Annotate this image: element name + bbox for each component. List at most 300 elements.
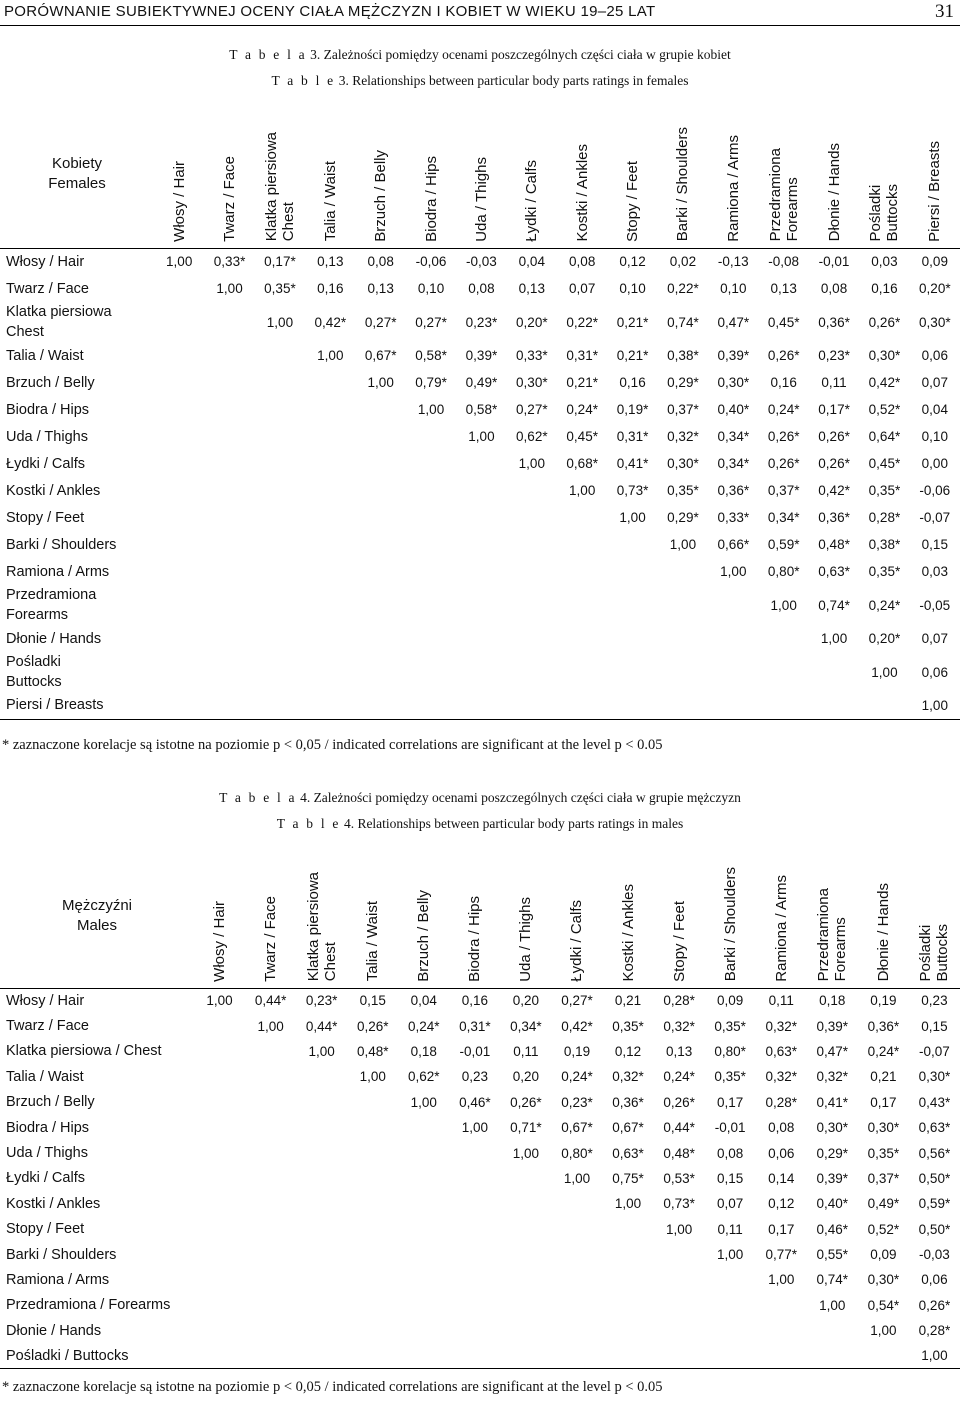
table-cell: 0,07	[921, 631, 948, 646]
table-cell: 0,64*	[868, 429, 901, 444]
table-cell	[154, 396, 204, 423]
table-cell: 1,00	[317, 348, 344, 363]
table-cell: 0,34*	[767, 510, 800, 525]
column-header	[607, 100, 657, 248]
table-cell: 0,20	[512, 993, 540, 1009]
table-cell: 0,15	[717, 1170, 744, 1186]
table-cell: 0,73*	[616, 483, 649, 498]
table-cell	[296, 1191, 347, 1216]
table-cell	[449, 1242, 500, 1267]
table-cell	[398, 1343, 449, 1368]
table-row	[0, 1343, 960, 1368]
table-cell: 0,16	[871, 281, 898, 296]
table-cell	[456, 477, 506, 504]
column-header	[807, 844, 858, 988]
table-cell	[356, 423, 406, 450]
table-cell: 0,35*	[264, 281, 296, 296]
table-cell: 1,00	[563, 1170, 591, 1186]
table-cell: 0,30*	[919, 314, 951, 330]
table-cell	[245, 1343, 296, 1368]
table-row	[0, 342, 960, 369]
table-cell: 0,62*	[408, 1069, 440, 1085]
table-cell: -0,13	[717, 254, 749, 270]
column-header	[500, 844, 551, 988]
table-cell	[204, 652, 254, 692]
table-cell: 0,20*	[516, 314, 548, 330]
females-correlation-table	[0, 100, 960, 720]
table-cell: 0,38*	[667, 348, 699, 363]
table-cell: 1,00	[166, 254, 193, 270]
table-cell	[507, 652, 557, 692]
table-cell: 0,13	[367, 281, 394, 296]
table-cell	[603, 1318, 654, 1343]
table-cell	[255, 692, 305, 719]
table-cell	[406, 585, 456, 625]
table-cell: 1,00	[216, 281, 243, 296]
table-cell: 0,10	[619, 281, 646, 296]
table-cell	[398, 1242, 449, 1267]
table-cell: 1,00	[569, 483, 596, 498]
table3-caption-en-text: 3. Relationships between particular body parts ratings in females	[338, 73, 689, 88]
table-cell: 0,26*	[868, 314, 901, 330]
table-cell	[347, 1318, 398, 1343]
table-cell	[347, 1166, 398, 1191]
column-header	[255, 100, 305, 248]
table-cell	[654, 1343, 705, 1368]
table-row	[0, 652, 960, 692]
table-cell: 0,30*	[918, 1069, 951, 1085]
table-cell: 0,36*	[818, 314, 850, 330]
table-cell	[194, 1064, 245, 1089]
table-cell: 1,00	[871, 664, 898, 680]
table-cell: 0,40*	[717, 402, 750, 417]
table-cell	[194, 1191, 245, 1216]
row-label: Stopy / Feet	[6, 1221, 85, 1238]
column-header	[603, 844, 654, 988]
page-header	[0, 0, 960, 26]
table-cell: 0,06	[768, 1145, 795, 1161]
table-cell	[658, 558, 708, 585]
column-header-label: Barki / Shoulders	[674, 127, 692, 242]
table-cell	[654, 1242, 705, 1267]
table-cell: -0,07	[919, 1043, 950, 1059]
table-row	[0, 1166, 960, 1191]
column-header	[708, 100, 758, 248]
table-cell	[500, 1293, 551, 1318]
table-cell: 0,24*	[867, 1043, 900, 1059]
table-cell: 0,58*	[415, 348, 447, 363]
table-cell	[204, 302, 254, 342]
table-cell	[245, 1293, 296, 1318]
table-cell	[194, 1166, 245, 1191]
table-cell	[449, 1293, 500, 1318]
row-label: Barki / Shoulders	[6, 1246, 117, 1263]
table-cell: 0,32*	[612, 1069, 644, 1085]
row-label: Pośladki Buttocks	[6, 654, 62, 690]
table-cell: 0,17	[768, 1221, 795, 1237]
table-cell	[607, 558, 657, 585]
table-cell: 0,35*	[867, 1145, 900, 1161]
table3-caption-pl	[0, 46, 960, 64]
table-cell: 0,08	[820, 281, 848, 296]
table-row	[0, 625, 960, 652]
table-cell	[708, 585, 758, 625]
table-row	[0, 531, 960, 558]
table-cell: 0,07	[921, 375, 948, 390]
table-cell: 0,42*	[818, 483, 850, 498]
table4-caption-en-label: T a b l e	[276, 816, 341, 831]
table-cell: 0,19*	[616, 402, 649, 417]
table-cell	[807, 1318, 858, 1343]
table-cell: 0,32*	[663, 1018, 695, 1034]
table-cell	[654, 1293, 705, 1318]
table-cell	[607, 692, 657, 719]
table-cell	[603, 1343, 654, 1368]
column-header-label: Przedramiona Forearms	[815, 888, 850, 982]
table-cell: 0,17*	[818, 402, 850, 417]
table-cell	[456, 585, 506, 625]
table-cell: 1,00	[820, 631, 848, 646]
table-cell: 0,48*	[663, 1145, 695, 1161]
table-cell	[255, 450, 305, 477]
table-cell: 1,00	[910, 692, 960, 719]
column-header	[305, 100, 355, 248]
row-label: Włosy / Hair	[6, 253, 85, 270]
row-label: Twarz / Face	[6, 280, 89, 297]
table-cell	[807, 1343, 858, 1368]
table-cell	[406, 692, 456, 719]
column-header-label: Uda / Thighs	[472, 156, 490, 242]
table-cell: 0,36*	[717, 483, 750, 498]
table-cell: 0,63*	[818, 564, 850, 579]
table-cell: 0,32*	[816, 1069, 849, 1085]
table-row	[0, 450, 960, 477]
table-cell	[507, 504, 557, 531]
table-cell	[557, 504, 607, 531]
table-cell	[449, 1267, 500, 1292]
running-title: PORÓWNANIE SUBIEKTYWNEJ OCENY CIAŁA MĘŻCZYZN I KOBIET W WIEKU 19–25 LAT	[4, 3, 656, 20]
table-cell: 0,68*	[566, 456, 598, 471]
column-header	[406, 100, 456, 248]
table-cell	[557, 531, 607, 558]
table-cell	[305, 652, 355, 692]
table-cell: 0,06	[921, 348, 948, 363]
row-label: Piersi / Breasts	[0, 692, 154, 719]
table-cell	[406, 504, 456, 531]
table-cell: 0,17	[717, 1094, 744, 1110]
table-cell: 0,34*	[717, 429, 750, 444]
table-cell: 0,58*	[465, 402, 498, 417]
table-cell	[245, 1166, 296, 1191]
table-cell: 0,18	[410, 1043, 437, 1059]
table-cell	[296, 1064, 347, 1089]
table-cell	[255, 369, 305, 396]
table-cell	[194, 1242, 245, 1267]
table-cell	[204, 531, 254, 558]
row-label: Ramiona / Arms	[6, 1271, 110, 1288]
row-label: Łydki / Calfs	[6, 455, 85, 472]
row-label: Przedramiona / Forearms	[6, 1297, 171, 1314]
table-cell: -0,07	[919, 510, 951, 525]
column-header	[705, 844, 756, 988]
table-cell: 0,15	[921, 1018, 948, 1034]
table-cell	[305, 692, 355, 719]
table-cell: 0,52*	[868, 402, 901, 417]
table-cell	[347, 1217, 398, 1242]
table-cell	[154, 302, 204, 342]
row-label: Stopy / Feet	[6, 509, 85, 526]
column-header-label: Brzuch / Belly	[415, 889, 433, 982]
table-cell	[603, 1217, 654, 1242]
table-row	[0, 1013, 960, 1038]
row-label: Uda / Thighs	[6, 428, 88, 445]
table-cell: 0,07	[569, 281, 596, 296]
table-cell	[255, 504, 305, 531]
table-cell: 1,00	[870, 1323, 897, 1339]
column-header	[245, 844, 296, 988]
table-cell: 0,30*	[667, 456, 699, 471]
table-cell	[305, 477, 355, 504]
table-cell	[356, 692, 406, 719]
table4-caption-en	[0, 815, 960, 833]
table-cell: 0,46*	[459, 1094, 491, 1110]
table-cell: -0,08	[768, 254, 800, 270]
table-cell	[194, 1090, 245, 1115]
table-cell	[500, 1242, 551, 1267]
row-label: Biodra / Hips	[6, 401, 90, 418]
table-cell: 0,37*	[767, 483, 800, 498]
table-cell: 0,35*	[868, 564, 901, 579]
table-cell: 0,11	[768, 993, 794, 1009]
table-cell	[557, 558, 607, 585]
males-correlation-table	[0, 844, 960, 1369]
table-cell: 0,28*	[765, 1094, 797, 1110]
column-header-label: Stopy / Feet	[670, 900, 688, 982]
table-cell	[507, 477, 557, 504]
table-cell	[204, 585, 254, 625]
table-cell	[305, 504, 355, 531]
table-cell	[756, 1318, 807, 1343]
header-row	[0, 100, 960, 248]
table-cell: 0,45*	[767, 314, 800, 330]
table-cell: 0,66*	[717, 537, 750, 552]
table-cell	[347, 1090, 398, 1115]
table-cell	[507, 625, 557, 652]
page-number: 31	[935, 1, 954, 22]
table-cell	[607, 531, 657, 558]
column-header-label: Biodra / Hips	[422, 155, 440, 242]
table-cell	[507, 558, 557, 585]
table-cell: -0,01	[818, 254, 850, 270]
table-cell	[154, 369, 204, 396]
table-cell: -0,01	[714, 1120, 746, 1136]
column-header-label: Biodra / Hips	[466, 895, 484, 982]
table3-caption-en	[0, 72, 960, 90]
row-label: Łydki / Calfs	[6, 1170, 85, 1187]
table-cell	[705, 1267, 756, 1292]
table-cell	[557, 652, 607, 692]
table-cell: 0,28*	[918, 1323, 951, 1339]
table-cell	[245, 1242, 296, 1267]
table-row	[0, 477, 960, 504]
table-cell: 0,27*	[415, 314, 447, 330]
column-header-label: Twarz / Face	[262, 895, 280, 982]
table-cell: 0,63*	[612, 1145, 644, 1161]
row-label: Talia / Waist	[6, 347, 84, 364]
column-header-label: Ramiona / Arms	[772, 874, 790, 982]
table-cell: 0,32*	[765, 1069, 797, 1085]
table-cell: 0,42*	[561, 1018, 593, 1034]
table-cell: 0,30*	[816, 1120, 849, 1136]
table-cell: 0,12	[619, 254, 646, 270]
table-cell: 0,26*	[663, 1094, 695, 1110]
column-header	[858, 844, 909, 988]
table-cell	[456, 504, 506, 531]
table-cell	[347, 1140, 398, 1165]
table-cell: 0,16	[619, 375, 646, 390]
table-cell	[154, 625, 204, 652]
table-cell: 0,23*	[818, 348, 850, 363]
table-cell: 0,33*	[717, 510, 750, 525]
table-cell	[154, 450, 204, 477]
table-cell	[705, 1318, 756, 1343]
table-cell: 0,30*	[516, 375, 548, 390]
table-cell: -0,01	[459, 1043, 491, 1059]
table-cell	[255, 625, 305, 652]
table4-caption-pl-text: 4. Zależności pomiędzy ocenami poszczególnych części ciała w grupie mężczyzn	[300, 790, 741, 805]
table-cell: 0,49*	[465, 375, 498, 390]
table-cell	[654, 1318, 705, 1343]
table-cell	[551, 1318, 602, 1343]
column-header	[449, 844, 500, 988]
column-header-label: Twarz / Face	[221, 155, 239, 242]
table-cell: 0,48*	[818, 537, 850, 552]
table-cell	[255, 396, 305, 423]
table-cell	[154, 558, 204, 585]
table-cell	[255, 531, 305, 558]
column-header	[194, 844, 245, 988]
table-cell	[658, 625, 708, 652]
table-cell: 1,00	[720, 564, 747, 579]
table-cell	[356, 652, 406, 692]
table3-caption-pl-label: T a b e l a	[229, 47, 307, 62]
table-row	[0, 423, 960, 450]
table-cell: 0,13	[518, 281, 545, 296]
table-cell: 0,26*	[767, 456, 800, 471]
table-row	[0, 302, 960, 342]
table-cell: 0,27*	[561, 993, 593, 1009]
table-cell: 0,02	[669, 254, 697, 270]
table-cell	[245, 1115, 296, 1140]
table-cell: 0,74*	[667, 314, 699, 330]
table-cell: 0,23	[921, 993, 948, 1009]
table-cell: 0,35*	[714, 1069, 746, 1085]
table-cell: 0,80*	[561, 1145, 593, 1161]
table-cell	[194, 1115, 245, 1140]
table-cell	[305, 585, 355, 625]
column-header	[859, 100, 909, 248]
table-cell	[809, 692, 859, 719]
column-header-label: Kostki / Ankles	[619, 883, 637, 982]
table-cell	[194, 1267, 245, 1292]
table-cell	[356, 477, 406, 504]
column-header-label: Piersi / Breasts	[926, 140, 944, 242]
row-label: Twarz / Face	[6, 1018, 89, 1035]
table-cell	[456, 692, 506, 719]
table-cell: 0,29*	[816, 1145, 849, 1161]
table-cell: 0,11	[717, 1221, 743, 1237]
table-cell	[305, 558, 355, 585]
table-cell: 1,00	[266, 314, 294, 330]
table-cell	[245, 1039, 296, 1064]
table-cell: 0,77*	[765, 1247, 797, 1263]
table-cell: 0,23*	[465, 314, 498, 330]
table4-footnote: * zaznaczone korelacje są istotne na poziomie p < 0,05 / indicated correlations are significant at the level p < 0.05	[2, 1379, 663, 1395]
table-cell	[551, 1217, 602, 1242]
table-cell: 0,39*	[816, 1170, 849, 1186]
column-header-label: Barki / Shoulders	[721, 867, 739, 982]
column-header	[347, 844, 398, 988]
table-cell	[347, 1343, 398, 1368]
table-cell: 0,20	[512, 1069, 540, 1085]
table-cell: 0,30*	[867, 1272, 900, 1288]
table-cell	[245, 1140, 296, 1165]
table-cell: 0,08	[717, 1145, 744, 1161]
table-cell: 0,06	[921, 664, 948, 680]
table-cell	[305, 625, 355, 652]
table-cell: 0,50*	[918, 1221, 951, 1237]
table-cell: 0,17	[870, 1094, 897, 1110]
table-cell	[449, 1217, 500, 1242]
corner-label: Kobiety Females	[0, 100, 154, 248]
table-cell	[347, 1267, 398, 1292]
table-cell: 0,63*	[918, 1120, 951, 1136]
row-label: Klatka piersiowa Chest	[6, 304, 112, 340]
table-cell	[154, 504, 204, 531]
table-cell	[305, 450, 355, 477]
table-cell	[607, 652, 657, 692]
table-cell	[708, 625, 758, 652]
table-cell: 0,39*	[465, 348, 498, 363]
table-cell	[406, 652, 456, 692]
table-cell: 1,00	[359, 1069, 386, 1085]
table-cell	[154, 692, 204, 719]
table-cell: 0,23*	[561, 1094, 593, 1110]
table-cell: 0,35*	[868, 483, 901, 498]
table-cell: 0,04	[921, 402, 948, 417]
table-cell: -0,06	[415, 254, 447, 270]
table-cell: 0,59*	[767, 537, 800, 552]
table-cell: 0,07	[717, 1196, 744, 1212]
table-cell	[406, 558, 456, 585]
table-cell: 1,00	[512, 1145, 540, 1161]
column-header	[910, 100, 960, 248]
table-cell: 0,49*	[867, 1196, 900, 1212]
table-cell	[654, 1267, 705, 1292]
table-cell	[296, 1293, 347, 1318]
table-cell: 0,15	[359, 993, 386, 1009]
table-cell: 0,08	[569, 254, 596, 270]
table-cell: 0,04	[518, 254, 545, 270]
table-cell: 0,73*	[663, 1196, 695, 1212]
table-cell	[204, 342, 254, 369]
table-cell	[305, 369, 355, 396]
column-header-label: Talia / Waist	[364, 901, 382, 982]
table-cell: 0,39*	[717, 348, 750, 363]
table-cell	[398, 1140, 449, 1165]
table-cell	[194, 1140, 245, 1165]
row-label: Talia / Waist	[6, 1068, 84, 1085]
